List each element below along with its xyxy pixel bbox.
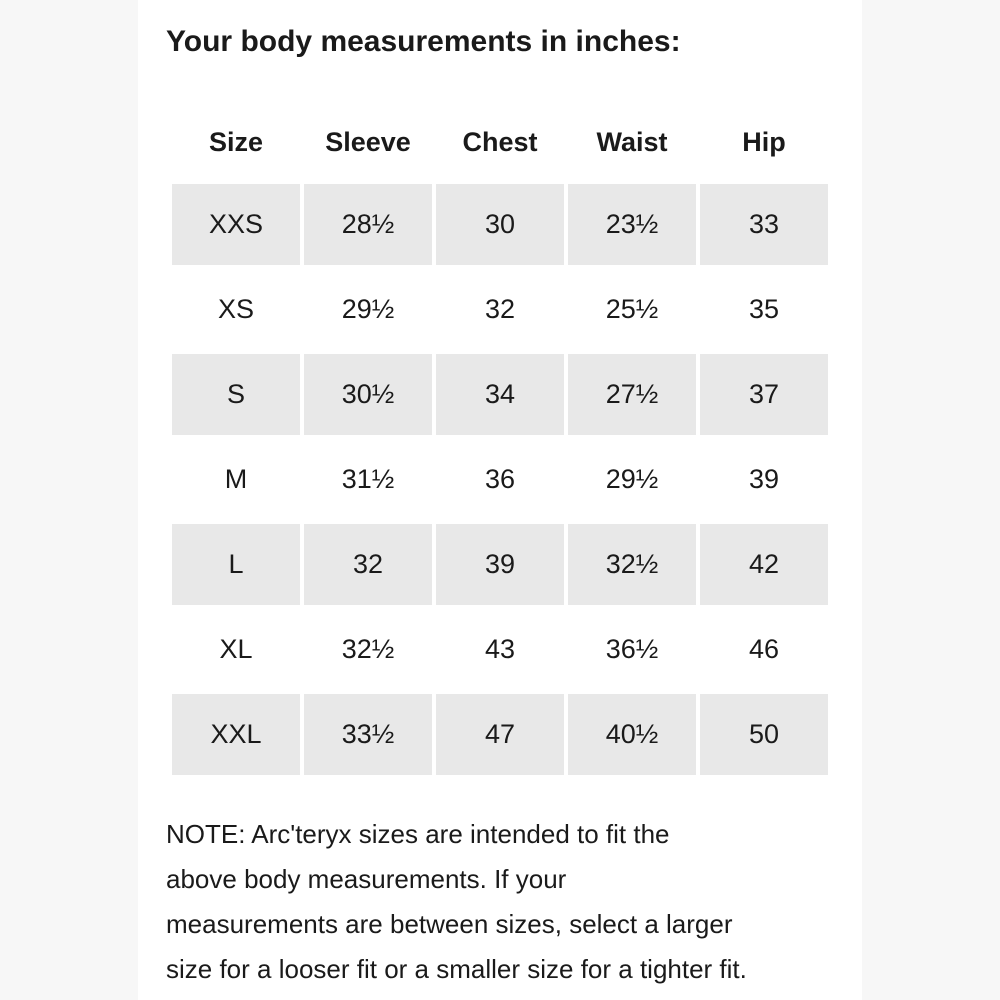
- cell-sleeve: 32: [304, 524, 432, 605]
- page-title: Your body measurements in inches:: [166, 25, 681, 58]
- cell-hip: 42: [700, 524, 828, 605]
- cell-sleeve: 32½: [341, 634, 395, 664]
- cell-sleeve: 31½: [341, 464, 395, 494]
- table-row: [172, 269, 828, 350]
- cell-sleeve: 30½: [304, 354, 432, 435]
- table-row: [172, 609, 828, 690]
- cell-size: XXL: [172, 694, 300, 775]
- cell-hip: 35: [748, 294, 780, 324]
- cell-chest: 36: [484, 464, 516, 494]
- table-row: [172, 184, 828, 265]
- header-sleeve: Sleeve: [325, 126, 411, 157]
- cell-waist: 29½: [605, 464, 659, 494]
- cell-waist: 23½: [568, 184, 696, 265]
- cell-hip: 50: [700, 694, 828, 775]
- cell-chest: 43: [484, 634, 516, 664]
- cell-waist: 40½: [568, 694, 696, 775]
- header-size: Size: [208, 126, 264, 157]
- cell-size: S: [172, 354, 300, 435]
- cell-sleeve: 28½: [304, 184, 432, 265]
- cell-waist: 25½: [605, 294, 659, 324]
- cell-chest: 32: [484, 294, 516, 324]
- cell-chest: 47: [436, 694, 564, 775]
- header-waist: Waist: [596, 126, 668, 157]
- table-row: [172, 524, 828, 605]
- table-row: [172, 439, 828, 520]
- table-header-row: [172, 104, 828, 180]
- cell-size: XXS: [172, 184, 300, 265]
- table-row: [172, 354, 828, 435]
- cell-waist: 36½: [605, 634, 659, 664]
- cell-size: XL: [219, 634, 253, 664]
- header-hip: Hip: [742, 126, 786, 157]
- note-line: above body measurements. If your: [166, 864, 567, 894]
- cell-chest: 34: [436, 354, 564, 435]
- cell-hip: 37: [700, 354, 828, 435]
- cell-hip: 46: [748, 634, 780, 664]
- table-row: [172, 694, 828, 775]
- size-chart-table: [168, 100, 832, 779]
- cell-sleeve: 29½: [341, 294, 395, 324]
- cell-waist: 32½: [568, 524, 696, 605]
- cell-chest: 30: [436, 184, 564, 265]
- header-chest: Chest: [462, 126, 538, 157]
- cell-chest: 39: [436, 524, 564, 605]
- note-line: size for a looser fit or a smaller size for a tighter fit.: [166, 954, 747, 984]
- sizing-note: [166, 812, 846, 992]
- cell-hip: 39: [748, 464, 780, 494]
- cell-hip: 33: [700, 184, 828, 265]
- cell-size: L: [172, 524, 300, 605]
- cell-size: M: [224, 464, 248, 494]
- note-line: measurements are between sizes, select a larger: [166, 909, 733, 939]
- cell-waist: 27½: [568, 354, 696, 435]
- cell-sleeve: 33½: [304, 694, 432, 775]
- note-line: NOTE: Arc'teryx sizes are intended to fit the: [166, 819, 670, 849]
- cell-size: XS: [217, 294, 255, 324]
